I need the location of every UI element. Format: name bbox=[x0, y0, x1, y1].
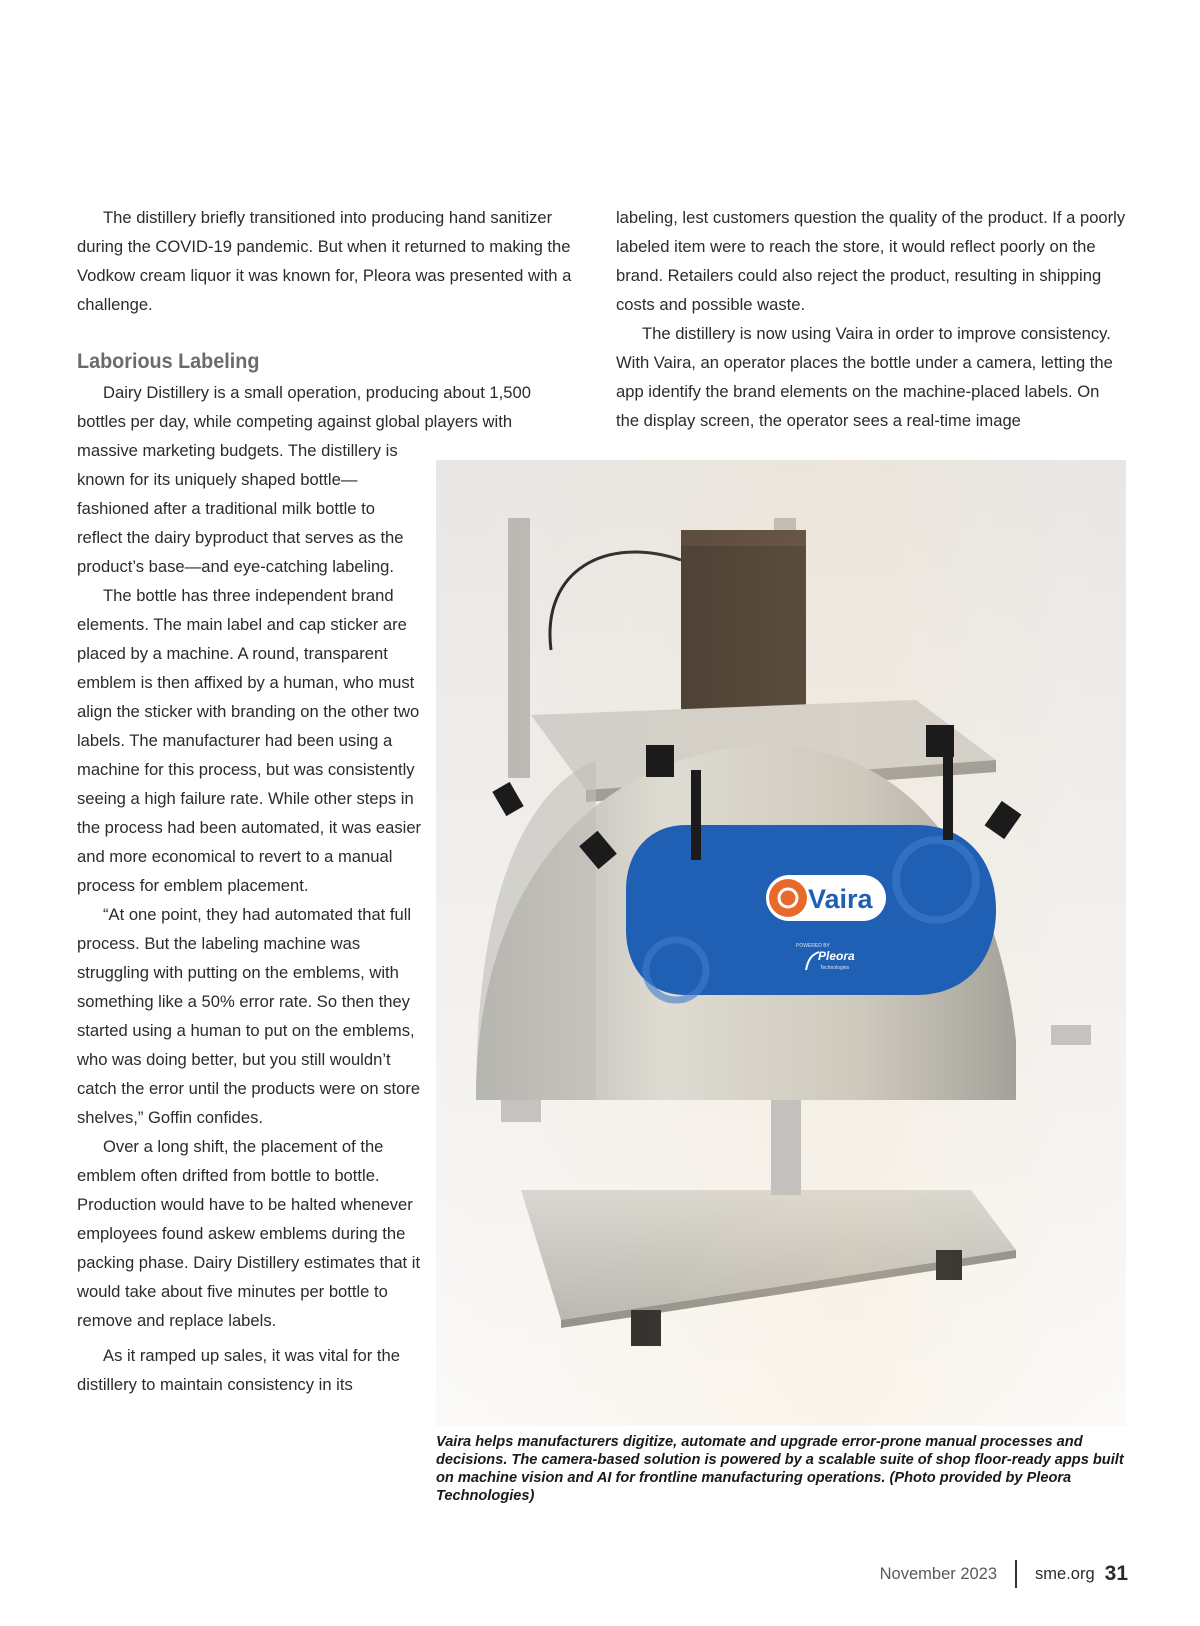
page-footer bbox=[880, 1559, 1128, 1589]
right-paragraph-vaira: The distillery is now using Vaira in order to improve consistency. With Vaira, an operator places the bottle under a camera, letting the app identify the brand elements on the machine-placed labels. On the display screen, the operator sees a real-time image bbox=[616, 324, 1113, 430]
site-name: sme.org bbox=[1035, 1564, 1095, 1583]
paragraph-drift: Over a long shift, the placement of the emblem often drifted from bottle to bottle. Production would have to be halted whenever employees found askew emblems during the packing phase. Dairy Distillery estimates that it would take about five minutes per bottle to remove and replace labels. bbox=[77, 1137, 421, 1330]
left-column-top bbox=[77, 203, 582, 436]
intro-paragraph: The distillery briefly transitioned into producing hand sanitizer during the COVID-19 pandemic. But when it returned to making the Vodkow cream liquor it was known for, Pleora was presented with a challenge. bbox=[77, 208, 572, 314]
photo-caption: Vaira helps manufacturers digitize, automate and upgrade error-prone manual processes and decisions. The camera-based solution is powered by a scalable suite of shop floor-ready apps built on machine vision and AI for frontline manufacturing operations. (Photo provided by Pleora Technologies) bbox=[436, 1434, 1124, 1504]
left-column-narrow bbox=[77, 436, 422, 1399]
powered-by-text: POWERED BY bbox=[796, 943, 830, 949]
paragraph-brand-elements: The bottle has three independent brand elements. The main label and cap sticker are placed by a machine. A round, transparent emblem is then affixed by a human, who must align the sticker with branding on the other two labels. The manufacturer had been using a machine for this process, but was consistently seeing a high failure rate. While other steps in the process had been automated, it was easier and more economical to revert to a manual process for emblem placement. bbox=[77, 586, 422, 895]
product-photo bbox=[436, 460, 1126, 1426]
pleora-brand-text: Pleora bbox=[818, 949, 855, 963]
page-number: 31 bbox=[1104, 1562, 1128, 1585]
right-column-top bbox=[616, 203, 1126, 435]
section-heading: Laborious Labeling bbox=[77, 349, 260, 373]
vaira-logo-text: Vaira bbox=[808, 884, 873, 914]
paragraph-dairy-distillery: Dairy Distillery is a small operation, producing about 1,500 bottles per day, while competing against global players with bbox=[77, 383, 531, 431]
paragraph-dairy-distillery-cont: massive marketing budgets. The distillery is known for its uniquely shaped bottle—fashioned after a traditional milk bottle to reflect the dairy byproduct that serves as the product’s base—and eye-catching labeling. bbox=[77, 441, 404, 576]
pleora-sub-text: Technologies bbox=[820, 965, 850, 971]
paragraph-consistency: As it ramped up sales, it was vital for the distillery to maintain consistency in its bbox=[77, 1346, 400, 1394]
issue-date: November 2023 bbox=[879, 1564, 998, 1583]
paragraph-quote: “At one point, they had automated that full process. But the labeling machine was struggling with putting on the emblems, with something like a 50% error rate. So then they started using a human to put on the emblems, who was doing better, but you still wouldn’t catch the error until the products were on store shelves,” Goffin confides. bbox=[77, 905, 421, 1127]
footer-divider bbox=[1015, 1560, 1017, 1588]
right-paragraph-labeling: labeling, lest customers question the quality of the product. If a poorly labeled item were to reach the store, it would reflect poorly on the brand. Retailers could also reject the product, resulting in shipping costs and possible waste. bbox=[616, 208, 1126, 314]
